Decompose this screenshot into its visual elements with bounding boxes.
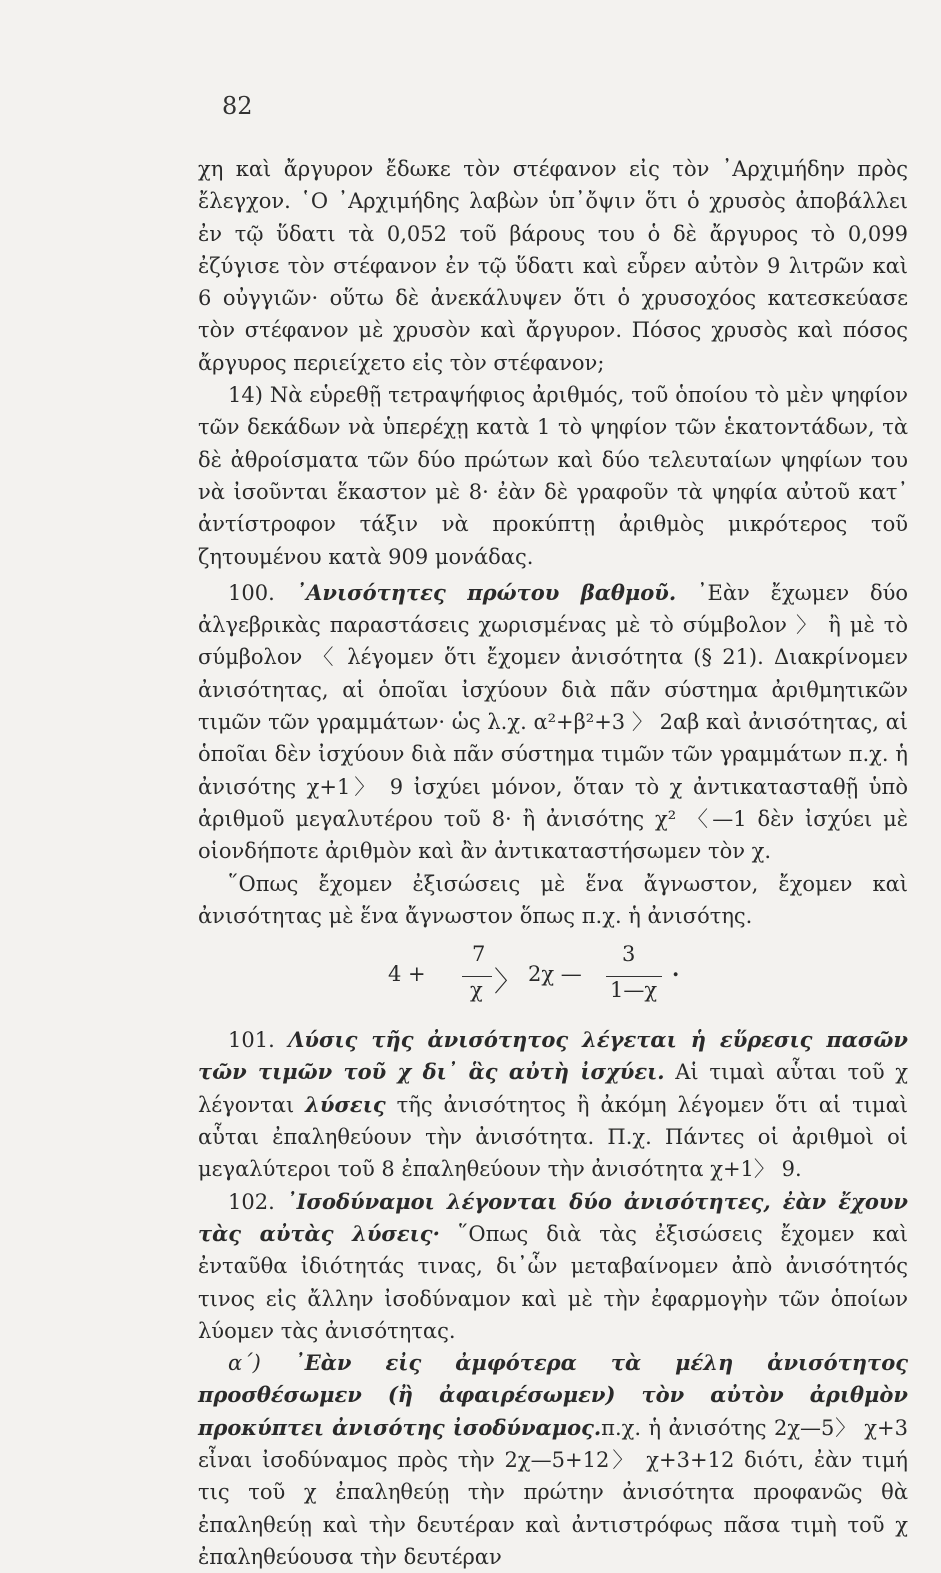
inequality-formula (198, 938, 908, 1018)
formula-rhs-denominator: 1—χ (610, 978, 658, 1003)
rule-alpha-text: π.χ. ἡ ἀνισότης 2χ—5〉 χ+3 εἶναι ἰσοδύναμος πρὸς τὴν 2χ—5+12〉 χ+3+12 διότι, ἐὰν τιμή τις τοῦ χ ἐπαληθεύῃ τὴν πρώτην ἀνισότητα προφανῶς θὰ ἐπαληθεύῃ καὶ τὴν δευτέραν καὶ ἀντιστρόφως πᾶσα τιμὴ τοῦ χ ἐπαληθεύουσα τὴν δευτέραν (198, 1415, 908, 1569)
section-102-text: ῞Οπως διὰ τὰς ἐξισώσεις ἔχομεν καὶ ἐνταῦθα ἰδιότητάς τινας, δι᾿ὧν μεταβαίνομεν ἀπὸ ἀνισότητός τινος εἰς ἄλλην ἰσοδύναμον καὶ μὲ τὴν ἐφαρμογὴν τῶν ὁποίων λύομεν τὰς ἀνισότητας. (198, 1221, 908, 1343)
paragraph-problem-14: 14) Νὰ εὑρεθῇ τετραψήφιος ἀριθμός, τοῦ ὁποίου τὸ μὲν ψηφίον τῶν δεκάδων νὰ ὑπερέχῃ κατὰ 1 τὸ ψηφίον τῶν ἑκατοντάδων, τὰ δὲ ἀθροίσματα τῶν δύο πρώτων καὶ δύο τελευταίων ψηφίων του νὰ ἰσοῦνται ἕκαστον μὲ 8· ἐὰν δὲ γραφοῦν τὰ ψηφία αὐτοῦ κατ᾿ ἀντίστροφον τάξιν νὰ προκύπτῃ ἀριθμὸς μικρότερος τοῦ ζητουμένου κατὰ 909 μονάδας. (198, 383, 908, 569)
section-101-text-2: τῆς ἀνισότητος ἢ ἀκόμη λέγομεν ὅτι αἱ τιμαὶ αὗται ἐπαληθεύουν τὴν ἀνισότητα. Π.χ. Πάντες οἱ ἀριθμοὶ οἱ μεγαλύτεροι τοῦ 8 ἐπαληθεύουν τὴν ἀνισότητα χ+1〉 9. (198, 1092, 908, 1182)
section-100 (198, 577, 908, 868)
section-100-text: ᾿Εὰν ἔχωμεν δύο ἀλγεβρικὰς παραστάσεις χωρισμένας μὲ τὸ σύμβολον 〉 ἢ μὲ τὸ σύμβολον 〈 λέγομεν ὅτι ἔχομεν ἀνισότητα (§ 21). Διακρίνομεν ἀνισότητας, αἱ ὁποῖαι ἰσχύουν διὰ πᾶν σύστημα ἀριθμητικῶν τιμῶν τῶν γραμμάτων· ὡς λ.χ. α²+β²+3 〉 2αβ καὶ ἀνισότητας, αἱ ὁποῖαι δὲν ἰσχύουν διὰ πᾶν σύστημα τιμῶν τῶν γραμμάτων π.χ. ἡ ἀνισότης χ+1〉 9 ἰσχύει μόνον, ὅταν τὸ χ ἀντικατασταθῇ ὑπὸ ἀριθμοῦ μεγαλυτέρου τοῦ 8· ἢ ἀνισότης χ² 〈—1 δὲν ἰσχύει μὲ οἱονδήποτε ἀριθμὸν καὶ ἂν ἀντικαταστήσωμεν τὸν χ. (198, 580, 908, 864)
formula-lhs-fraction-line (462, 976, 492, 977)
formula-lhs-numerator: 7 (472, 942, 486, 967)
rule-alpha-heading: ᾿Εὰν εἰς ἀμφότερα τὰ μέλη ἀνισότητος προσθέσωμεν (ἢ ἀφαιρέσωμεν) τὸν αὐτὸν ἀριθμὸν προκύπτει ἀνισότης ἰσοδύναμος. (198, 1350, 908, 1440)
formula-rhs-fraction-line (606, 976, 662, 977)
section-101-number: 101. (228, 1028, 275, 1053)
section-102-heading: ᾿Ισοδύναμοι λέγονται δύο ἀνισότητες, ἐὰν ἔχουν τὰς αὐτὰς λύσεις· (198, 1188, 908, 1246)
rule-alpha-label: α´) (228, 1351, 261, 1376)
formula-rhs-term: 2χ — (528, 962, 582, 987)
section-101-text-1: Αἱ τιμαὶ αὗται τοῦ χ λέγονται (198, 1060, 908, 1117)
formula-end: . (672, 956, 680, 982)
formula-relation: 〉 (494, 965, 523, 999)
page-number: 82 (222, 92, 253, 120)
section-101-heading: Λύσις τῆς ἀνισότητος λέγεται ἡ εὕρεσις πασῶν τῶν τιμῶν τοῦ χ δι᾿ ἃς αὐτὴ ἰσχύει. (198, 1027, 908, 1085)
section-102 (198, 1186, 908, 1347)
rule-alpha (198, 1347, 908, 1573)
section-102-number: 102. (228, 1189, 275, 1214)
section-101-bold: λύσεις (305, 1091, 386, 1117)
paragraph-opos: ῞Οπως ἔχομεν ἐξισώσεις μὲ ἕνα ἄγνωστον, ἔχομεν καὶ ἀνισότητας μὲ ἕνα ἄγνωστον ὅπως π.χ. ἡ ἀνισότης. (198, 871, 908, 928)
formula-lhs-int: 4 + (388, 962, 426, 987)
text-body (198, 153, 908, 1573)
paragraph-problem-13-continued: χη καὶ ἄργυρον ἔδωκε τὸν στέφανον εἰς τὸν ᾿Αρχιμήδην πρὸς ἔλεγχον. ῾Ο ᾿Αρχιμήδης λαβὼν ὑπ᾿ὄψιν ὅτι ὁ χρυσὸς ἀποβάλλει ἐν τῷ ὕδατι τὰ 0,052 τοῦ βάρους του ὁ δὲ ἄργυρος τὸ 0,099 ἐζύγισε τὸν στέφανον ἐν τῷ ὕδατι καὶ εὗρεν αὐτὸν 9 λιτρῶν καὶ 6 οὐγγιῶν· οὕτω δὲ ἀνεκάλυψεν ὅτι ὁ χρυσοχόος κατεσκεύασε τὸν στέφανον μὲ χρυσὸν καὶ ἄργυρον. Πόσος χρυσὸς καὶ πόσος ἄργυρος περιείχετο εἰς τὸν στέφανον; (198, 157, 908, 375)
formula-rhs-numerator: 3 (622, 942, 636, 967)
formula-lhs-denominator: χ (470, 978, 483, 1003)
section-100-number: 100. (228, 580, 275, 605)
section-100-heading: ᾿Ανισότητες πρώτου βαθμοῦ. (295, 579, 677, 605)
section-101 (198, 1024, 908, 1185)
